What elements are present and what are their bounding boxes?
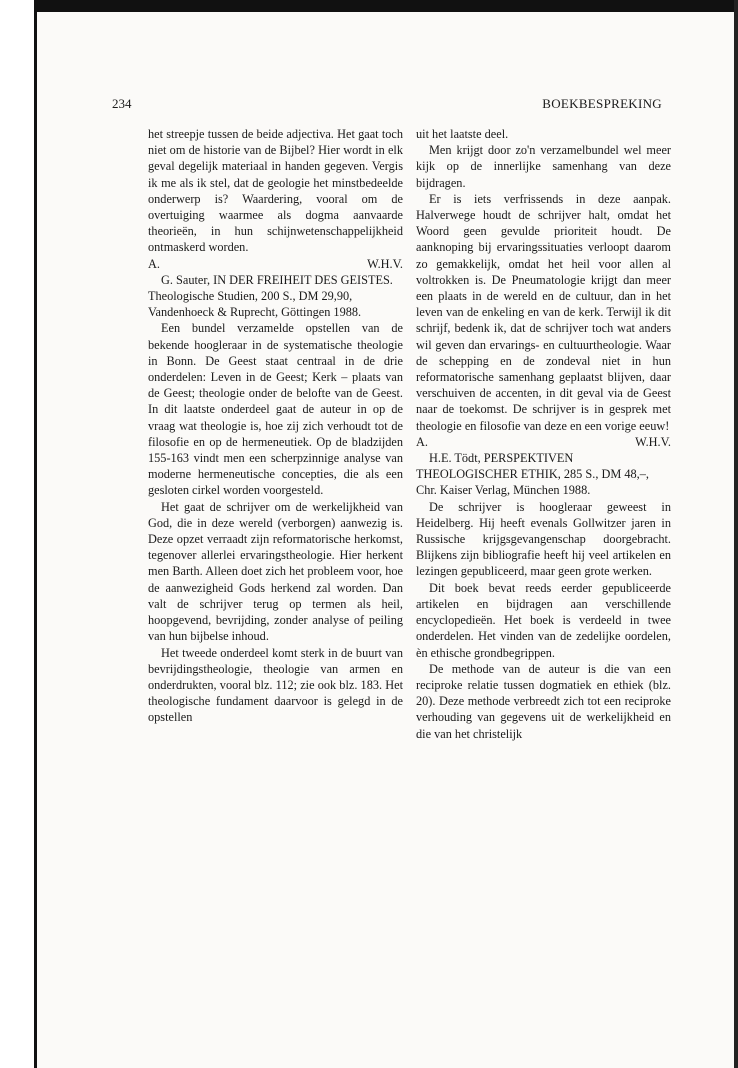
review-paragraph: Dit boek bevat reeds eerder gepubliceerde artikelen en bijdragen aan verschillende encyclopedieën. Het boek is verdeeld in twee onderdelen. Het vinden van de zedelijke oordelen, èn ethische grondbegrippen. xyxy=(416,580,671,660)
review-paragraph: Men krijgt door zo'n verzamelbundel wel meer kijk op de innerlijke samenhang van deze bijdragen. xyxy=(416,143,671,190)
right-column xyxy=(416,126,671,742)
review-ending-paragraph: het streepje tussen de beide adjectiva. Het gaat toch niet om de historie van de Bijbel? Hier wordt in elk geval degelijk materiaal in handen gegeven. Vergis ik me als ik stel, dat de geologie het minstbedeelde onderwerp is? Waardering, vooral om de overtuiging waarmee als dogma aanvaarde theorieën, in hun schijnwetenschappelijkheid ontmaskerd worden. xyxy=(148,127,403,255)
book-citation: H.E. Tödt, PERSPEKTIVEN THEOLOGISCHER ETHIK, 285 S., DM 48,–, Chr. Kaiser Verlag, München 1988. xyxy=(416,451,649,498)
reviewer-signature xyxy=(148,256,403,272)
signature-initial: A. xyxy=(416,434,428,449)
book-citation: G. Sauter, IN DER FREIHEIT DES GEISTES. Theologische Studien, 200 S., DM 29,90, Vandenhoeck & Ruprecht, Göttingen 1988. xyxy=(148,272,393,320)
review-paragraph: De methode van de auteur is die van een reciproke relatie tussen dogmatiek en ethiek (blz. 20). Deze methode verbreedt zich tot een reciproke verhouding van gegevens uit de werkelijkheid en die van het christelijk xyxy=(416,661,671,741)
left-column xyxy=(148,126,403,726)
signature-initial: A. xyxy=(148,256,160,271)
review-paragraph: Het gaat de schrijver om de werkelijkheid van God, die in deze wereld (verborgen) aanwezig is. Deze opzet verraadt zijn reformatorische herkomst, tegenover allerlei ervaringstheologie. Hier herkent men Barth. Alleen doet zich het probleem voor, hoe de aanwezigheid Gods herkend zal worden. Dan valt de schrijver terug op termen als heil, hoopgevend, bevrijding, zonder analyse of peiling van hun bijbelse inhoud. xyxy=(148,499,403,644)
reviewer-signature xyxy=(416,434,671,450)
review-paragraph: De schrijver is hoogleraar geweest in Heidelberg. Hij heeft evenals Gollwitzer jaren in Russische krijgsgevangenschap doorgebracht. Blijkens zijn bibliografie heeft hij veel artikelen en lezingen gepubliceerd, maar geen grote werken. xyxy=(416,499,671,579)
running-head xyxy=(112,96,662,114)
scan-edge-right xyxy=(734,0,738,1068)
review-paragraph: Er is iets verfrissends in deze aanpak. Halverwege houdt de schrijver halt, omdat het Woord geen gevulde prioriteit houdt. De aanknoping bij ervaringssituaties verloopt daarom zo gemakkelijk, omdat het heil voor allen al voltrokken is. De Pneumatologie krijgt dan meer een plaats in de wereld en de cultuur, dan in het leven van de enkeling en van de kerk. Terwijl ik dit schrijf, bedenk ik, dat de schrijver toch wat anders wil geven dan ervarings- en cultuurtheologie. Waar de schepping en de zondeval niet in hun reformatorische samenhang geplaatst blijven, daar verschuiven de accenten, in dit geval via de Geest naar de toekomst. De schrijver is in gesprek met theologie en filosofie van deze en een vorige eeuw! xyxy=(416,191,671,433)
section-title: BOEKBESPREKING xyxy=(542,96,662,111)
review-paragraph: Een bundel verzamelde opstellen van de bekende hoogleraar in de systematische theologie in Bonn. De Geest staat centraal in de drie onderdelen: Leven in de Geest; Kerk – plaats van de Geest; theologie onder de belofte van de Geest. In dit laatste onderdeel gaat de auteur in op de vraag wat theologie is, hoe zij zich verhoudt tot de filosofie en op de hermeneutiek. Op de bladzijden 155-163 vindt men een scherpzinnige analyse van moderne hermeneutische concepties, die als een gesloten cirkel worden voorgesteld. xyxy=(148,321,403,498)
review-paragraph: Het tweede onderdeel komt sterk in de buurt van bevrijdingstheologie, theologie van armen en onderdrukten, vooral blz. 112; zie ook blz. 183. Het theologische fundament daarvoor is gelegd in de opstellen xyxy=(148,645,403,725)
review-continuation: uit het laatste deel. xyxy=(416,127,509,141)
page-number: 234 xyxy=(112,96,132,111)
signature-name: W.H.V. xyxy=(635,434,671,449)
signature-name: W.H.V. xyxy=(367,256,403,271)
scan-edge-top xyxy=(34,0,738,12)
